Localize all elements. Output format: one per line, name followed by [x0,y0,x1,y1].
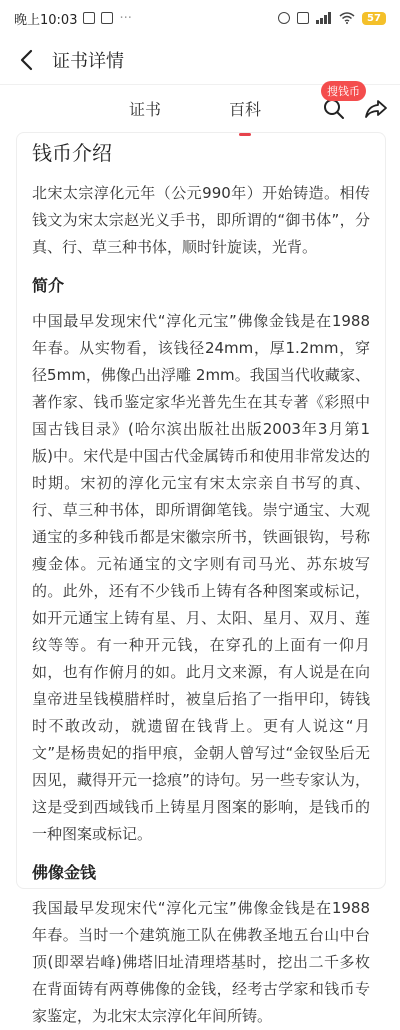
back-button[interactable] [14,48,38,72]
nfc-icon [297,12,309,24]
title-bar [0,36,400,84]
tab-encyclopedia[interactable]: 百科 [227,91,263,126]
wifi-icon [339,12,355,24]
subsection-heading: 佛像金钱 [32,863,97,882]
content-area[interactable] [16,132,386,1025]
subsection-paragraph: 我国最早发现宋代“淳化元宝”佛像金钱是在1988年春。当时一个建筑施工队在佛教圣地五台山中台顶(即翠岩峰)佛塔旧址清理塔基时，挖出二千多枚在背面铸有两尊佛像的金钱，经考古学家和钱币专家鉴定，为北宋太宗淳化年间所铸。 [32,899,370,1025]
app-notification-icon [101,12,113,24]
status-icons [278,12,386,25]
alarm-icon [278,12,290,24]
section-title: 钱币介绍 [32,141,112,165]
tab-tools [322,85,388,133]
tab-list [127,91,263,126]
search-coin-badge[interactable]: 搜钱币 [321,81,366,101]
coin-intro-card [16,132,386,1025]
search-button[interactable] [322,85,360,121]
battery-icon: 57 [362,12,386,25]
more-notifications-icon: ··· [119,10,132,26]
notification-icon [83,12,95,24]
signal-icon [316,12,332,24]
page-title: 证书详情 [52,51,124,72]
tab-certificate[interactable]: 证书 [128,100,161,119]
status-left [14,9,132,28]
back-arrow-icon [19,49,33,71]
subsection-heading: 简介 [32,276,65,295]
intro-paragraph: 北宋太宗淳化元年（公元990年）开始铸造。相传钱文为宋太宗赵光义手书，即所谓的“御书体”，分真、行、草三种书体，顺时针旋读，光背。 [32,184,370,256]
tab-bar [0,84,400,132]
share-button[interactable] [364,97,388,121]
status-bar [0,0,400,36]
share-icon [364,97,388,121]
subsection-paragraph: 中国最早发现宋代“淳化元宝”佛像金钱是在1988年春。从实物看，该钱径24mm，厚1.2mm，穿径5mm，佛像凸出浮雕 2mm。我国当代收藏家、著作家、钱币鉴定家华光普先生在其专著《彩照中国古钱目录》(哈尔滨出版社出版2003年3月第1版)中。宋代是中国古代金属铸币和使用非常发达的时期。宋初的淳化元宝有宋太宗亲自书写的真、行、草三种书体，即所谓御笔钱。崇宁通宝、大观通宝的多种钱币都是宋徽宗所书，铁画银钩，号称瘦金体。元祐通宝的文字则有司马光、苏东坡写的。此外，还有不少钱币上铸有各种图案或标记，如开元通宝上铸有星、月、太阳、星月、双月、莲纹等等。有一种开元钱，在穿孔的上面有一仰月如，也有作俯月的如。此月文来源，有人说是在向皇帝进呈钱模腊样时，被皇后掐了一指甲印，铸钱时不敢改动，就遗留在钱背上。更有人说这“月文”是杨贵妃的指甲痕，金朝人曾写过“金钗坠后无因见，藏得开元一捻痕”的诗句。另一些专家认为，这是受到西域钱币上铸星月图案的影响，是钱币的一种图案或标记。 [32,312,370,843]
status-time: 晚上10:03 [14,12,78,28]
